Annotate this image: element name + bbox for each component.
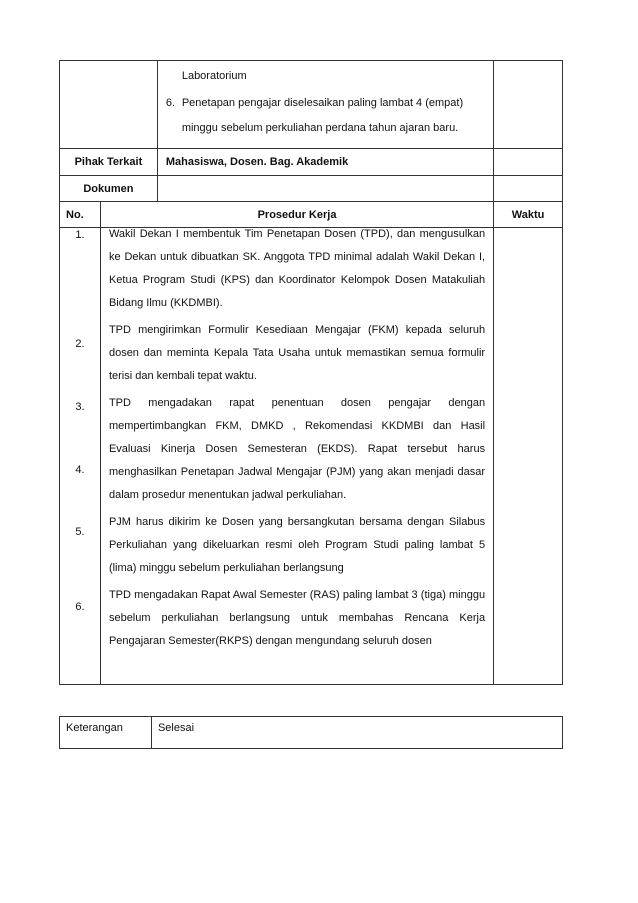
item6-text: Penetapan pengajar diselesaikan paling lambat 4 (empat) minggu sebelum perkuliahan perdana tahun ajaran baru. bbox=[181, 97, 464, 134]
keterangan-table bbox=[59, 716, 563, 749]
step-number: 5. bbox=[75, 526, 85, 538]
dokumen-empty bbox=[494, 176, 563, 202]
step-number: 3. bbox=[75, 401, 85, 413]
step-number: 4. bbox=[75, 464, 85, 476]
step-number: 1. bbox=[75, 229, 85, 241]
step-text: TPD mengirimkan Formulir Kesediaan Mengajar (FKM) kepada seluruh dosen dan meminta Kepala Tata Usaha untuk memastikan semua formulir terisi dan kembali tepat waktu. bbox=[108, 324, 486, 382]
item6-number: 6. bbox=[165, 97, 176, 109]
pihak-terkait-empty bbox=[494, 149, 563, 176]
keterangan-value: Selesai bbox=[151, 717, 562, 749]
step-number: 2. bbox=[75, 338, 85, 350]
waktu-column bbox=[494, 228, 563, 685]
dokumen-label: Dokumen bbox=[60, 176, 158, 202]
step-text: TPD mengadakan rapat penentuan dosen pengajar dengan mempertimbangkan FKM, DMKD , Rekomendasi KKDMBI dan Hasil Evaluasi Kinerja Dosen Semesteran (EKDS). Rapat tersebut harus menghasilkan Penetapan Jadwal Mengajar (PJM) yang akan menjadi dasar dalam prosedur menentukan jadwal perkuliahan. bbox=[108, 397, 486, 501]
step-text: PJM harus dikirim ke Dosen yang bersangkutan bersama dengan Silabus Perkuliahan yang dikeluarkan resmi oleh Program Studi paling lambat 5 (lima) minggu sebelum perkuliahan berlangsung bbox=[108, 516, 486, 574]
top-right-empty-cell bbox=[494, 61, 563, 149]
keterangan-label: Keterangan bbox=[60, 717, 152, 749]
step-number-column bbox=[60, 228, 101, 685]
header-prosedur: Prosedur Kerja bbox=[100, 202, 493, 228]
lab-continuation: Laboratorium bbox=[181, 70, 247, 82]
pihak-terkait-label: Pihak Terkait bbox=[60, 149, 158, 176]
step-text: Wakil Dekan I membentuk Tim Penetapan Dosen (TPD), dan mengusulkan ke Dekan untuk dibuatkan SK. Anggota TPD minimal adalah Wakil Dekan I, Ketua Program Studi (KPS) dan Koordinator Kelompok Dosen Matakuliah Bidang Ilmu (KKDMBI). bbox=[108, 228, 486, 309]
step-text-column bbox=[100, 228, 493, 685]
step-number: 6. bbox=[75, 601, 85, 613]
top-content-cell bbox=[157, 61, 493, 149]
dokumen-value bbox=[157, 176, 493, 202]
procedure-table bbox=[59, 60, 563, 685]
step-text: TPD mengadakan Rapat Awal Semester (RAS) paling lambat 3 (tiga) minggu sebelum perkuliahan berlangsung untuk membahas Rencana Kerja Pengajaran Semester(RKPS) dengan mengundang seluruh dosen bbox=[108, 589, 486, 647]
top-left-empty-cell bbox=[60, 61, 158, 149]
header-no: No. bbox=[60, 202, 101, 228]
header-waktu: Waktu bbox=[494, 202, 563, 228]
pihak-terkait-value: Mahasiswa, Dosen. Bag. Akademik bbox=[157, 149, 493, 176]
